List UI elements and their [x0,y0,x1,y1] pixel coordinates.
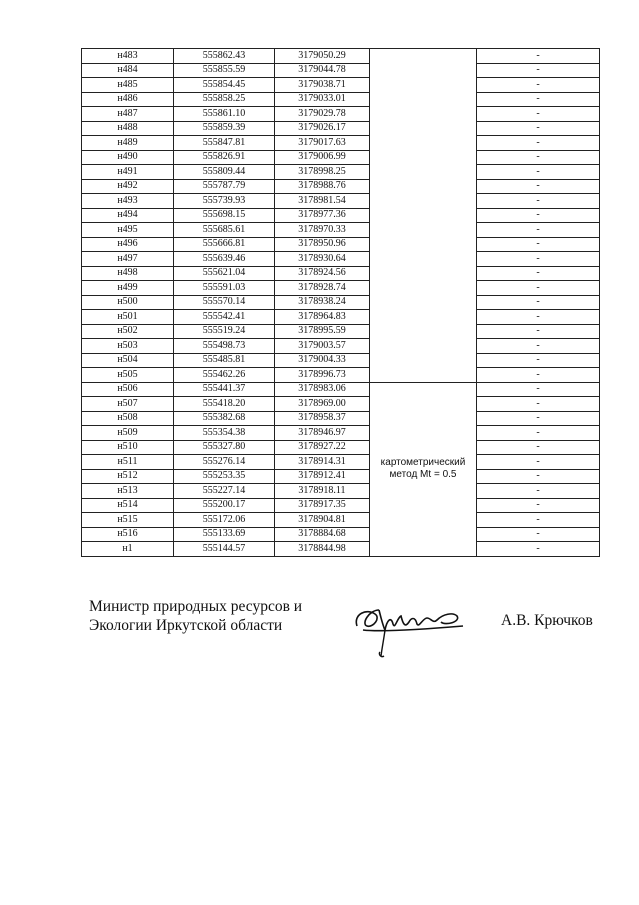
accuracy-cell: - [477,92,600,107]
accuracy-cell: - [477,194,600,209]
point-id-cell: н502 [82,324,174,339]
x-coordinate-cell: 555861.10 [174,107,275,122]
table-row [82,92,600,107]
method-line-2: метод Mt = 0.5 [389,469,457,480]
point-id-cell: н498 [82,266,174,281]
signatory-name: А.В. Крючков [501,612,593,629]
accuracy-cell: - [477,295,600,310]
y-coordinate-cell: 3178914.31 [275,455,370,470]
y-coordinate-cell: 3178930.64 [275,252,370,267]
accuracy-cell: - [477,165,600,180]
y-coordinate-cell: 3178969.00 [275,397,370,412]
x-coordinate-cell: 555639.46 [174,252,275,267]
accuracy-cell: - [477,107,600,122]
table-row [82,136,600,151]
accuracy-cell: - [477,411,600,426]
table-row [82,484,600,499]
coordinates-table-body [82,49,600,557]
coordinates-table [81,48,600,557]
y-coordinate-cell: 3178988.76 [275,179,370,194]
x-coordinate-cell: 555859.39 [174,121,275,136]
y-coordinate-cell: 3178924.56 [275,266,370,281]
table-row [82,179,600,194]
signatory-title [89,597,302,635]
table-row [82,339,600,354]
point-id-cell: н484 [82,63,174,78]
table-row [82,411,600,426]
table-row [82,397,600,412]
x-coordinate-cell: 555854.45 [174,78,275,93]
x-coordinate-cell: 555133.69 [174,527,275,542]
accuracy-cell: - [477,397,600,412]
point-id-cell: н490 [82,150,174,165]
method-line-1: картометрический [380,457,466,468]
x-coordinate-cell: 555382.68 [174,411,275,426]
accuracy-cell: - [477,78,600,93]
y-coordinate-cell: 3179033.01 [275,92,370,107]
accuracy-cell: - [477,208,600,223]
table-row [82,368,600,383]
accuracy-cell: - [477,513,600,528]
accuracy-cell: - [477,121,600,136]
table-row [82,498,600,513]
signatory-title-line-1: Министр природных ресурсов и [89,598,303,615]
x-coordinate-cell: 555462.26 [174,368,275,383]
point-id-cell: н514 [82,498,174,513]
y-coordinate-cell: 3178995.59 [275,324,370,339]
point-id-cell: н509 [82,426,174,441]
x-coordinate-cell: 555227.14 [174,484,275,499]
accuracy-cell: - [477,179,600,194]
y-coordinate-cell: 3178964.83 [275,310,370,325]
accuracy-cell: - [477,542,600,557]
table-row [82,455,600,470]
handwritten-signature [345,596,470,666]
y-coordinate-cell: 3179038.71 [275,78,370,93]
accuracy-cell: - [477,49,600,64]
table-row [82,469,600,484]
point-id-cell: н496 [82,237,174,252]
accuracy-cell: - [477,266,600,281]
x-coordinate-cell: 555698.15 [174,208,275,223]
y-coordinate-cell: 3178950.96 [275,237,370,252]
point-id-cell: н503 [82,339,174,354]
point-id-cell: н504 [82,353,174,368]
x-coordinate-cell: 555441.37 [174,382,275,397]
accuracy-cell: - [477,339,600,354]
table-row [82,353,600,368]
point-id-cell: н510 [82,440,174,455]
point-id-cell: н493 [82,194,174,209]
table-row [82,324,600,339]
x-coordinate-cell: 555739.93 [174,194,275,209]
y-coordinate-cell: 3179026.17 [275,121,370,136]
x-coordinate-cell: 555858.25 [174,92,275,107]
point-id-cell: н499 [82,281,174,296]
point-id-cell: н1 [82,542,174,557]
accuracy-cell: - [477,469,600,484]
accuracy-cell: - [477,353,600,368]
y-coordinate-cell: 3178996.73 [275,368,370,383]
point-id-cell: н501 [82,310,174,325]
table-row [82,194,600,209]
table-row [82,310,600,325]
table-row [82,542,600,557]
point-id-cell: н497 [82,252,174,267]
x-coordinate-cell: 555172.06 [174,513,275,528]
y-coordinate-cell: 3179006.99 [275,150,370,165]
x-coordinate-cell: 555787.79 [174,179,275,194]
x-coordinate-cell: 555809.44 [174,165,275,180]
y-coordinate-cell: 3178938.24 [275,295,370,310]
point-id-cell: н513 [82,484,174,499]
x-coordinate-cell: 555485.81 [174,353,275,368]
point-id-cell: н495 [82,223,174,238]
table-row [82,107,600,122]
accuracy-cell: - [477,252,600,267]
y-coordinate-cell: 3179003.57 [275,339,370,354]
x-coordinate-cell: 555498.73 [174,339,275,354]
x-coordinate-cell: 555253.35 [174,469,275,484]
accuracy-cell: - [477,310,600,325]
x-coordinate-cell: 555144.57 [174,542,275,557]
x-coordinate-cell: 555621.04 [174,266,275,281]
accuracy-cell: - [477,150,600,165]
table-row [82,382,600,397]
y-coordinate-cell: 3178917.35 [275,498,370,513]
x-coordinate-cell: 555327.80 [174,440,275,455]
y-coordinate-cell: 3178904.81 [275,513,370,528]
accuracy-cell: - [477,63,600,78]
x-coordinate-cell: 555855.59 [174,63,275,78]
x-coordinate-cell: 555519.24 [174,324,275,339]
x-coordinate-cell: 555862.43 [174,49,275,64]
x-coordinate-cell: 555591.03 [174,281,275,296]
table-row [82,150,600,165]
y-coordinate-cell: 3178983.06 [275,382,370,397]
table-row [82,165,600,180]
accuracy-cell: - [477,440,600,455]
method-cell-empty [370,49,477,383]
accuracy-cell: - [477,498,600,513]
point-id-cell: н511 [82,455,174,470]
accuracy-cell: - [477,324,600,339]
signatory-title-line-2: Экологии Иркутской области [89,617,283,634]
table-row [82,63,600,78]
y-coordinate-cell: 3179044.78 [275,63,370,78]
y-coordinate-cell: 3178998.25 [275,165,370,180]
y-coordinate-cell: 3178927.22 [275,440,370,455]
accuracy-cell: - [477,426,600,441]
x-coordinate-cell: 555685.61 [174,223,275,238]
table-row [82,513,600,528]
point-id-cell: н500 [82,295,174,310]
point-id-cell: н486 [82,92,174,107]
table-row [82,223,600,238]
x-coordinate-cell: 555200.17 [174,498,275,513]
table-row [82,49,600,64]
x-coordinate-cell: 555542.41 [174,310,275,325]
accuracy-cell: - [477,382,600,397]
accuracy-cell: - [477,484,600,499]
y-coordinate-cell: 3178918.11 [275,484,370,499]
y-coordinate-cell: 3178844.98 [275,542,370,557]
point-id-cell: н515 [82,513,174,528]
y-coordinate-cell: 3179004.33 [275,353,370,368]
x-coordinate-cell: 555418.20 [174,397,275,412]
y-coordinate-cell: 3179050.29 [275,49,370,64]
table-row [82,208,600,223]
y-coordinate-cell: 3178981.54 [275,194,370,209]
y-coordinate-cell: 3179029.78 [275,107,370,122]
point-id-cell: н492 [82,179,174,194]
y-coordinate-cell: 3178970.33 [275,223,370,238]
point-id-cell: н507 [82,397,174,412]
x-coordinate-cell: 555276.14 [174,455,275,470]
y-coordinate-cell: 3178977.36 [275,208,370,223]
point-id-cell: н516 [82,527,174,542]
point-id-cell: н505 [82,368,174,383]
point-id-cell: н489 [82,136,174,151]
table-row [82,426,600,441]
table-row [82,252,600,267]
table-row [82,440,600,455]
point-id-cell: н487 [82,107,174,122]
accuracy-cell: - [477,237,600,252]
point-id-cell: н491 [82,165,174,180]
accuracy-cell: - [477,368,600,383]
x-coordinate-cell: 555666.81 [174,237,275,252]
x-coordinate-cell: 555570.14 [174,295,275,310]
y-coordinate-cell: 3178912.41 [275,469,370,484]
x-coordinate-cell: 555354.38 [174,426,275,441]
table-row [82,281,600,296]
accuracy-cell: - [477,455,600,470]
y-coordinate-cell: 3178928.74 [275,281,370,296]
table-row [82,237,600,252]
point-id-cell: н488 [82,121,174,136]
x-coordinate-cell: 555847.81 [174,136,275,151]
accuracy-cell: - [477,281,600,296]
point-id-cell: н508 [82,411,174,426]
y-coordinate-cell: 3178884.68 [275,527,370,542]
point-id-cell: н485 [82,78,174,93]
accuracy-cell: - [477,527,600,542]
y-coordinate-cell: 3179017.63 [275,136,370,151]
x-coordinate-cell: 555826.91 [174,150,275,165]
accuracy-cell: - [477,223,600,238]
table-row [82,295,600,310]
method-cell [370,382,477,556]
point-id-cell: н506 [82,382,174,397]
point-id-cell: н512 [82,469,174,484]
accuracy-cell: - [477,136,600,151]
point-id-cell: н483 [82,49,174,64]
table-row [82,266,600,281]
table-row [82,78,600,93]
y-coordinate-cell: 3178958.37 [275,411,370,426]
table-row [82,121,600,136]
y-coordinate-cell: 3178946.97 [275,426,370,441]
point-id-cell: н494 [82,208,174,223]
table-row [82,527,600,542]
